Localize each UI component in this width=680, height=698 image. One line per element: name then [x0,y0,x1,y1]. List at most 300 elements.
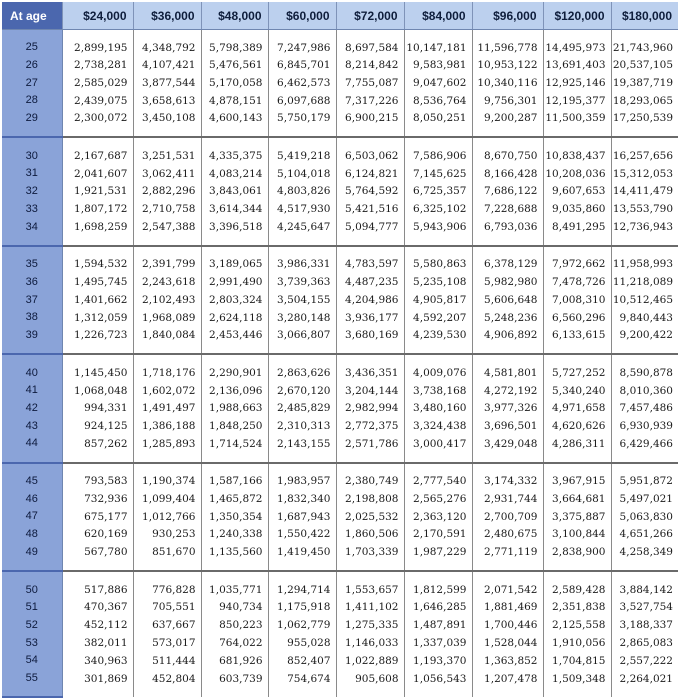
value-cell: 1,401,662 [62,291,133,309]
value-cell: 3,450,108 [133,110,201,138]
value-cell: 7,755,087 [336,74,404,92]
table-row [2,309,678,327]
value-cell: 3,324,438 [404,417,472,435]
table-row [2,354,678,382]
table-row [2,508,678,526]
value-cell: 3,251,531 [133,137,201,165]
value-cell: 6,503,062 [336,137,404,165]
age-cell: 47 [2,508,62,526]
value-cell: 1,921,531 [62,183,133,201]
value-cell: 5,248,236 [472,309,543,327]
age-cell: 43 [2,417,62,435]
value-cell: 7,478,726 [543,274,611,292]
value-cell: 1,687,943 [268,508,336,526]
value-cell: 1,350,354 [201,508,268,526]
value-cell: 994,331 [62,400,133,418]
value-cell: 6,560,296 [543,309,611,327]
age-cell: 50 [2,571,62,599]
table-row [2,634,678,652]
value-cell: 4,620,626 [543,417,611,435]
table-row [2,246,678,274]
column-header: $180,000 [611,2,678,30]
value-cell: 511,444 [133,652,201,670]
value-cell: 8,536,764 [404,92,472,110]
value-cell: 9,840,443 [619,311,673,324]
value-cell: 2,771,119 [472,544,543,572]
value-cell: 2,700,709 [472,508,543,526]
value-cell: 905,608 [336,670,404,698]
value-cell: 2,310,313 [268,417,336,435]
age-cell: 35 [2,246,62,274]
value-cell: 2,982,994 [336,400,404,418]
age-cell: 44 [2,435,62,463]
value-cell: 3,843,061 [201,183,268,201]
value-cell: 1,988,663 [201,400,268,418]
value-cell: 3,696,501 [472,417,543,435]
value-cell: 1,700,446 [472,617,543,635]
value-cell: 2,439,075 [62,92,133,110]
value-cell: 675,177 [62,508,133,526]
value-cell: 9,047,602 [404,74,472,92]
value-cell: 3,188,337 [619,619,673,632]
value-cell: 930,253 [133,526,201,544]
value-cell: 8,010,360 [619,384,673,397]
table-row [2,544,678,572]
value-cell: 2,380,749 [336,463,404,491]
value-cell: 3,877,544 [133,74,201,92]
value-cell: 1,812,599 [404,571,472,599]
value-cell: 5,235,108 [404,274,472,292]
age-cell: 32 [2,183,62,201]
value-cell: 2,025,532 [336,508,404,526]
age-cell: 30 [2,137,62,165]
value-cell: 2,803,324 [201,291,268,309]
value-cell: 5,419,218 [268,137,336,165]
value-cell: 620,169 [62,526,133,544]
value-cell: 1,602,072 [133,382,201,400]
value-cell: 2,838,900 [543,544,611,572]
value-cell: 2,136,096 [201,382,268,400]
value-cell: 2,167,687 [62,137,133,165]
table-row [2,617,678,635]
value-cell: 1,411,102 [336,599,404,617]
age-cell: 29 [2,110,62,138]
value-cell: 9,200,422 [611,327,678,355]
value-cell: 4,783,597 [336,246,404,274]
table-row [2,165,678,183]
value-cell: 1,983,957 [268,463,336,491]
value-cell: 3,280,148 [268,309,336,327]
value-cell: 1,135,560 [201,544,268,572]
value-cell: 470,367 [62,599,133,617]
value-cell: 5,798,389 [201,30,268,57]
value-cell: 2,071,542 [472,571,543,599]
value-cell: 567,780 [62,544,133,572]
value-cell: 12,925,146 [543,74,611,92]
value-cell: 3,189,065 [201,246,268,274]
table-row [2,110,678,138]
age-cell: 31 [2,165,62,183]
value-cell: 3,000,417 [404,435,472,463]
header-row [2,2,678,30]
value-cell: 793,583 [62,463,133,491]
value-cell: 5,943,906 [404,218,472,246]
age-cell: 37 [2,291,62,309]
value-cell: 3,884,142 [619,583,673,596]
value-cell: 2,264,021 [619,672,673,685]
value-cell: 1,363,852 [472,652,543,670]
value-cell: 1,703,339 [336,544,404,572]
age-column-header: At age [2,2,62,30]
value-cell: 6,462,573 [268,74,336,92]
column-header: $96,000 [472,2,543,30]
table-row [2,490,678,508]
value-cell: 3,936,177 [336,309,404,327]
value-cell: 1,491,497 [133,400,201,418]
value-cell: 4,272,192 [472,382,543,400]
value-cell: 3,527,754 [619,601,673,614]
value-cell: 6,930,939 [619,419,673,432]
value-cell: 5,951,872 [619,475,673,488]
age-cell: 28 [2,92,62,110]
value-cell: 850,223 [201,617,268,635]
value-cell: 1,528,044 [472,634,543,652]
value-cell: 1,056,543 [404,670,472,698]
value-cell: 1,294,714 [268,571,336,599]
value-cell: 7,457,486 [619,402,673,415]
value-cell: 1,910,056 [543,634,611,652]
value-cell: 3,436,351 [336,354,404,382]
table-row [2,183,678,201]
value-cell: 1,099,404 [133,490,201,508]
table-row [2,57,678,75]
value-cell: 8,214,842 [336,57,404,75]
value-cell: 11,596,778 [472,30,543,57]
value-cell: 17,250,539 [611,110,678,138]
column-header: $48,000 [201,2,268,30]
value-cell: 3,396,518 [201,218,268,246]
table-row [2,327,678,355]
value-cell: 1,240,338 [201,526,268,544]
value-cell: 2,480,675 [472,526,543,544]
value-cell: 2,391,799 [133,246,201,274]
value-cell: 955,028 [268,634,336,652]
value-cell: 1,881,469 [472,599,543,617]
value-cell: 4,517,930 [268,201,336,219]
value-cell: 5,750,179 [268,110,336,138]
value-cell: 7,008,310 [543,291,611,309]
value-cell: 2,565,276 [404,490,472,508]
value-cell: 1,968,089 [133,309,201,327]
age-cell: 36 [2,274,62,292]
value-cell: 2,243,618 [133,274,201,292]
value-cell: 1,714,524 [201,435,268,463]
value-cell: 4,592,207 [404,309,472,327]
value-cell: 1,509,348 [543,670,611,698]
value-cell: 9,583,981 [404,57,472,75]
age-cell: 49 [2,544,62,572]
value-cell: 6,124,821 [336,165,404,183]
value-cell: 4,906,892 [472,327,543,355]
value-cell: 11,218,089 [612,276,673,289]
value-cell: 4,878,151 [201,92,268,110]
value-cell: 1,553,657 [336,571,404,599]
value-cell: 8,697,584 [336,30,404,57]
table-row [2,74,678,92]
age-cell: 46 [2,490,62,508]
age-cell: 27 [2,74,62,92]
table-row [2,417,678,435]
value-cell: 764,022 [201,634,268,652]
value-cell: 705,551 [133,599,201,617]
value-cell: 1,146,033 [336,634,404,652]
value-cell: 2,863,626 [268,354,336,382]
age-cell: 25 [2,30,62,57]
value-cell: 14,411,479 [612,185,673,198]
age-cell: 38 [2,309,62,327]
value-cell: 2,772,375 [336,417,404,435]
value-cell: 1,718,176 [133,354,201,382]
value-cell: 2,290,901 [201,354,268,382]
value-cell: 4,487,235 [336,274,404,292]
value-cell: 637,667 [133,617,201,635]
value-cell: 1,285,893 [133,435,201,463]
value-cell: 4,083,214 [201,165,268,183]
value-cell: 1,848,250 [201,417,268,435]
value-cell: 8,590,878 [619,366,673,379]
wealth-table [2,2,678,698]
table-row [2,435,678,463]
value-cell: 573,017 [133,634,201,652]
value-cell: 452,804 [133,670,201,698]
value-cell: 4,009,076 [404,354,472,382]
value-cell: 5,094,777 [336,218,404,246]
value-cell: 2,170,591 [404,526,472,544]
value-cell: 6,325,102 [404,201,472,219]
value-cell: 13,553,790 [612,203,673,216]
value-cell: 2,125,558 [543,617,611,635]
value-cell: 16,257,656 [612,150,673,163]
value-cell: 2,557,222 [619,654,673,667]
age-cell: 40 [2,354,62,382]
value-cell: 1,145,450 [62,354,133,382]
value-cell: 7,586,906 [404,137,472,165]
value-cell: 1,807,172 [62,201,133,219]
column-header: $36,000 [133,2,201,30]
age-cell: 54 [2,652,62,670]
value-cell: 1,068,048 [62,382,133,400]
value-cell: 517,886 [62,571,133,599]
value-cell: 1,495,745 [62,274,133,292]
value-cell: 2,351,838 [543,599,611,617]
value-cell: 12,736,943 [611,218,678,246]
value-cell: 6,378,129 [472,246,543,274]
value-cell: 7,247,986 [268,30,336,57]
value-cell: 10,147,181 [404,30,472,57]
value-cell: 5,170,058 [201,74,268,92]
value-cell: 6,725,357 [404,183,472,201]
value-cell: 3,062,411 [133,165,201,183]
value-cell: 1,698,259 [62,218,133,246]
value-cell: 1,386,188 [133,417,201,435]
value-cell: 11,500,359 [543,110,611,138]
value-cell: 1,419,450 [268,544,336,572]
value-cell: 1,987,229 [404,544,472,572]
value-cell: 15,312,053 [612,167,673,180]
value-cell: 4,905,817 [404,291,472,309]
value-cell: 10,838,437 [543,137,611,165]
value-cell: 8,670,750 [472,137,543,165]
age-cell: 26 [2,57,62,75]
table-row [2,274,678,292]
age-cell: 41 [2,382,62,400]
value-cell: 681,926 [201,652,268,670]
value-cell: 1,550,422 [268,526,336,544]
value-cell: 10,208,036 [543,165,611,183]
value-cell: 1,022,889 [336,652,404,670]
value-cell: 6,845,701 [268,57,336,75]
value-cell: 5,497,021 [619,493,673,506]
value-cell: 851,670 [133,544,201,572]
value-cell: 3,739,363 [268,274,336,292]
value-cell: 6,793,036 [472,218,543,246]
value-cell: 2,453,446 [201,327,268,355]
value-cell: 12,195,377 [543,92,611,110]
value-cell: 4,107,421 [133,57,201,75]
value-cell: 9,607,653 [543,183,611,201]
value-cell: 4,239,530 [404,327,472,355]
table-row [2,92,678,110]
value-cell: 2,585,029 [62,74,133,92]
value-cell: 7,686,122 [472,183,543,201]
value-cell: 2,882,296 [133,183,201,201]
value-cell: 3,429,048 [472,435,543,463]
age-cell: 51 [2,599,62,617]
value-cell: 6,097,688 [268,92,336,110]
age-cell: 33 [2,201,62,219]
value-cell: 2,738,281 [62,57,133,75]
value-cell: 3,680,169 [336,327,404,355]
value-cell: 1,646,285 [404,599,472,617]
value-cell: 2,300,072 [62,110,133,138]
value-cell: 1,012,766 [133,508,201,526]
table-row [2,526,678,544]
table-row [2,400,678,418]
value-cell: 301,869 [62,670,133,698]
value-cell: 9,035,860 [543,201,611,219]
age-cell: 53 [2,634,62,652]
value-cell: 5,727,252 [543,354,611,382]
column-header: $120,000 [543,2,611,30]
value-cell: 3,100,844 [543,526,611,544]
value-cell: 3,614,344 [201,201,268,219]
table-row [2,670,678,698]
value-cell: 7,317,226 [336,92,404,110]
value-cell: 924,125 [62,417,133,435]
value-cell: 2,865,083 [619,636,673,649]
value-cell: 1,175,918 [268,599,336,617]
value-cell: 603,739 [201,670,268,698]
value-cell: 1,062,779 [268,617,336,635]
value-cell: 19,387,719 [612,76,673,89]
table-row [2,599,678,617]
value-cell: 1,207,478 [472,670,543,698]
table-row [2,382,678,400]
value-cell: 3,174,332 [472,463,543,491]
value-cell: 5,063,830 [619,510,673,523]
value-cell: 4,245,647 [268,218,336,246]
value-cell: 1,860,506 [336,526,404,544]
value-cell: 3,204,144 [336,382,404,400]
value-cell: 10,340,116 [472,74,543,92]
value-cell: 2,547,388 [133,218,201,246]
value-cell: 4,258,349 [611,544,678,572]
value-cell: 452,112 [62,617,133,635]
value-cell: 3,375,887 [543,508,611,526]
value-cell: 4,204,986 [336,291,404,309]
value-cell: 3,664,681 [543,490,611,508]
age-cell: 42 [2,400,62,418]
value-cell: 2,102,493 [133,291,201,309]
value-cell: 4,803,826 [268,183,336,201]
value-cell: 1,312,059 [62,309,133,327]
value-cell: 382,011 [62,634,133,652]
value-cell: 4,600,143 [201,110,268,138]
value-cell: 1,840,084 [133,327,201,355]
value-cell: 4,581,801 [472,354,543,382]
value-cell: 3,967,915 [543,463,611,491]
value-cell: 2,899,195 [62,30,133,57]
table-row [2,652,678,670]
value-cell: 732,936 [62,490,133,508]
value-cell: 754,674 [268,670,336,698]
value-cell: 5,476,561 [201,57,268,75]
value-cell: 3,504,155 [268,291,336,309]
age-cell: 39 [2,327,62,355]
value-cell: 9,200,287 [472,110,543,138]
value-cell: 3,066,807 [268,327,336,355]
value-cell: 6,133,615 [543,327,611,355]
value-cell: 2,670,120 [268,382,336,400]
value-cell: 5,606,648 [472,291,543,309]
value-cell: 4,348,792 [133,30,201,57]
age-cell: 34 [2,218,62,246]
table-row [2,463,678,491]
table-row [2,137,678,165]
value-cell: 8,166,428 [472,165,543,183]
value-cell: 4,971,658 [543,400,611,418]
table-row [2,218,678,246]
value-cell: 1,193,370 [404,652,472,670]
value-cell: 5,982,980 [472,274,543,292]
value-cell: 14,495,973 [543,30,611,57]
value-cell: 776,828 [133,571,201,599]
value-cell: 3,738,168 [404,382,472,400]
value-cell: 1,594,532 [62,246,133,274]
value-cell: 2,931,744 [472,490,543,508]
value-cell: 1,487,891 [404,617,472,635]
value-cell: 852,407 [268,652,336,670]
value-cell: 3,986,331 [268,246,336,274]
value-cell: 940,734 [201,599,268,617]
value-cell: 4,335,375 [201,137,268,165]
value-cell: 2,571,786 [336,435,404,463]
value-cell: 6,900,215 [336,110,404,138]
value-cell: 857,262 [62,435,133,463]
value-cell: 21,743,960 [612,41,673,54]
value-cell: 8,491,295 [543,218,611,246]
value-cell: 1,035,771 [201,571,268,599]
